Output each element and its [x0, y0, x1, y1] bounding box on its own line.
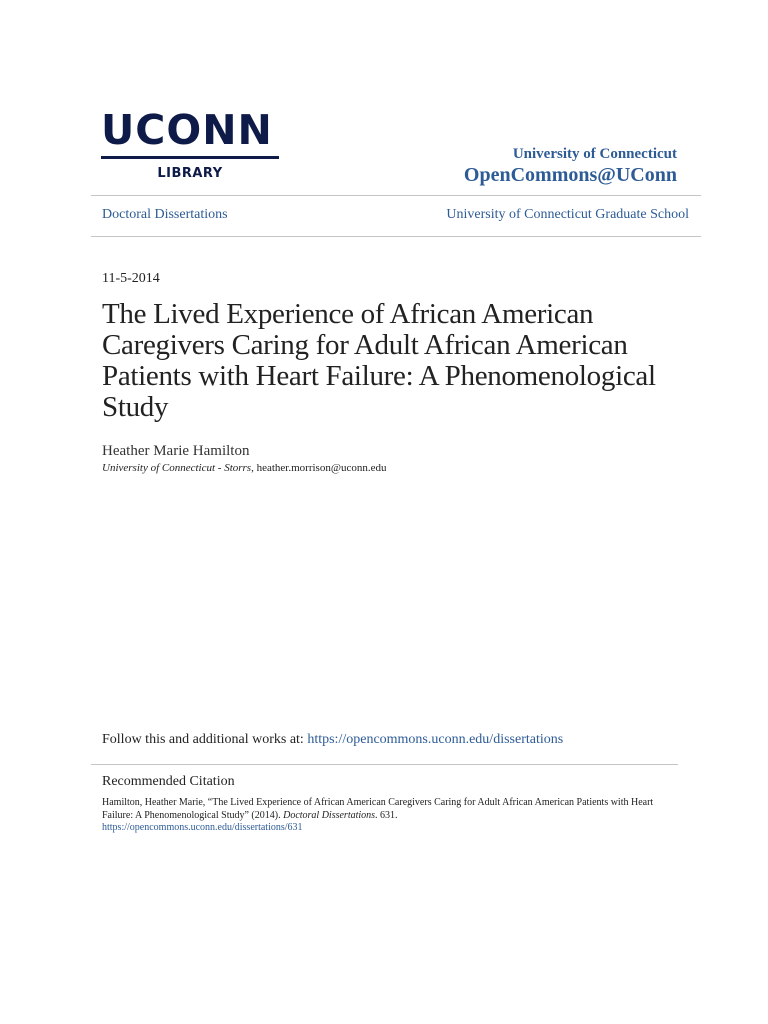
logo-wordmark: UCONN — [101, 106, 273, 154]
top-divider — [91, 195, 701, 196]
dissertations-url-link[interactable]: https://opencommons.uconn.edu/dissertations — [307, 732, 564, 747]
uconn-library-logo — [101, 106, 281, 181]
author-affiliation-line — [102, 462, 386, 474]
document-title: The Lived Experience of African American Caregivers Caring for Adult African American Patients with Heart Failure: A Phenomenological Study — [102, 298, 656, 423]
follow-label: Follow this and additional works at: — [102, 732, 308, 747]
repository-university: University of Connecticut — [512, 146, 677, 162]
follow-line — [102, 732, 563, 748]
citation-url-link[interactable]: https://opencommons.uconn.edu/dissertations/631 — [102, 822, 303, 833]
recommended-citation-heading: Recommended Citation — [102, 774, 235, 789]
graduate-school-link[interactable]: University of Connecticut Graduate School — [446, 207, 689, 222]
repository-header — [464, 146, 677, 188]
author-name: Heather Marie Hamilton — [102, 443, 250, 459]
citation-body: Hamilton, Heather Marie, “The Lived Experience of African American Caregivers Caring for Adult African American Patients with Heart Failure: A Phenomenological Study” (2014). — [102, 797, 654, 821]
author-email: heather.morrison@uconn.edu — [256, 462, 387, 474]
author-affiliation: University of Connecticut - Storrs — [102, 462, 252, 474]
doctoral-dissertations-link[interactable]: Doctoral Dissertations — [102, 207, 228, 222]
logo-subtitle: LIBRARY — [157, 166, 223, 181]
nav-divider — [91, 236, 701, 237]
citation-series: Doctoral Dissertations — [283, 809, 376, 821]
logo-rule — [101, 156, 279, 159]
publication-date: 11-5-2014 — [102, 271, 160, 286]
affiliation-separator: , — [251, 462, 257, 474]
citation-number: . 631. — [375, 809, 398, 821]
citation-divider — [91, 764, 678, 765]
citation-text — [102, 797, 662, 835]
repository-name-link[interactable]: OpenCommons@UConn — [463, 164, 677, 186]
